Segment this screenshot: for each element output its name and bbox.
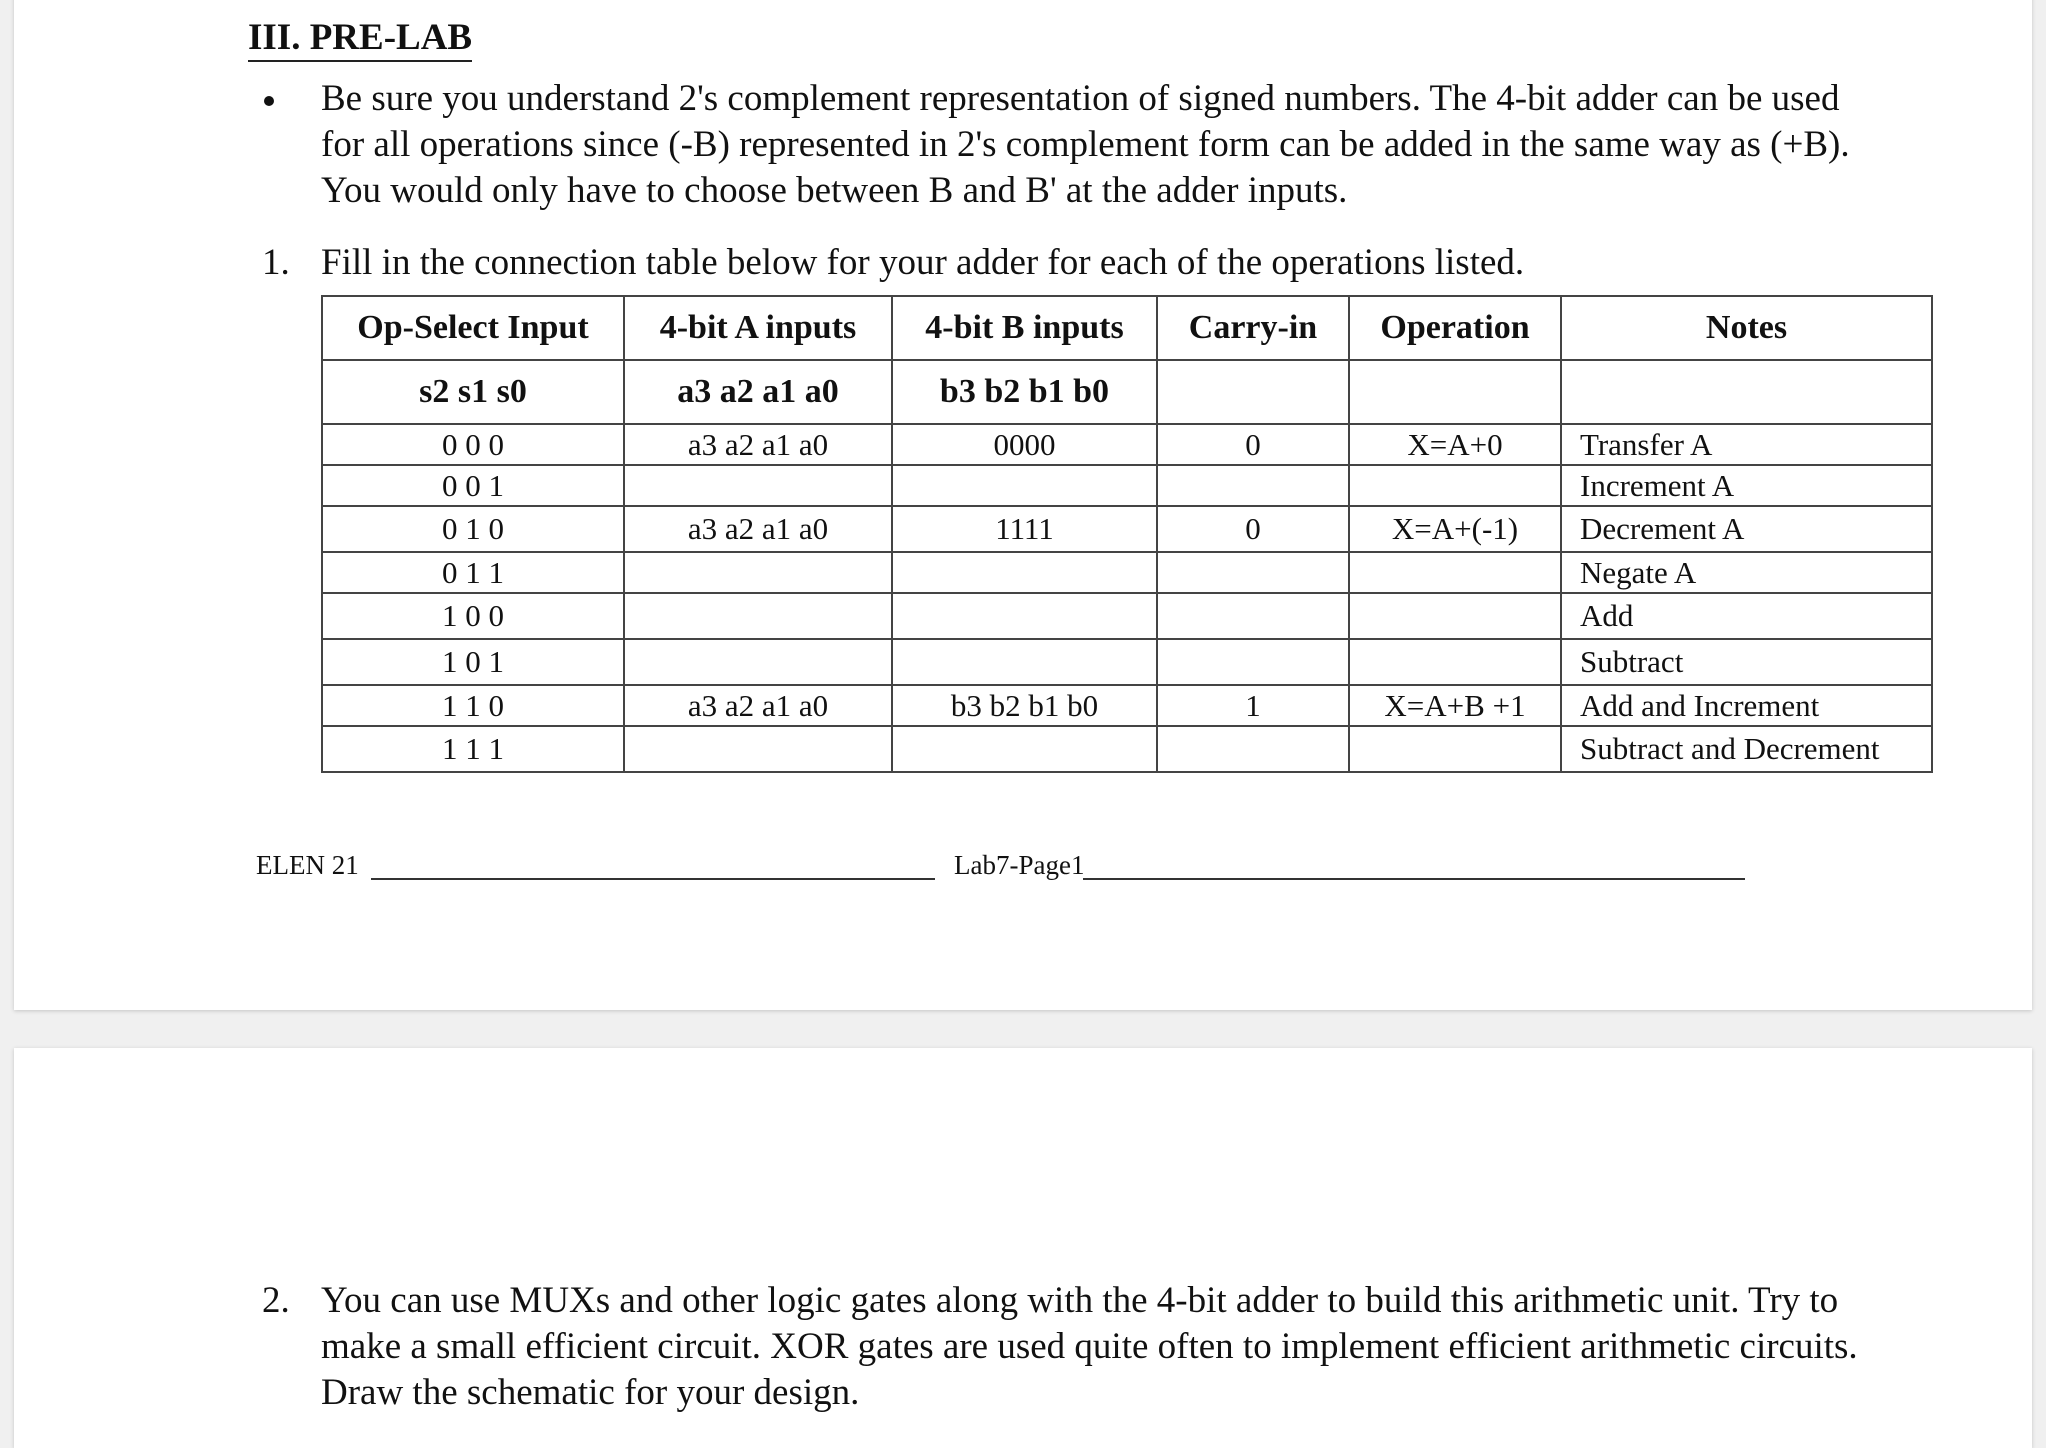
table-cell bbox=[1157, 639, 1349, 685]
table-cell: Transfer A bbox=[1561, 424, 1932, 465]
table-cell bbox=[1349, 639, 1561, 685]
table-cell: 0 0 1 bbox=[322, 465, 624, 506]
table-cell bbox=[624, 465, 892, 506]
table-row bbox=[322, 552, 1932, 593]
item-1-text: Fill in the connection table below for your adder for each of the operations listed. bbox=[321, 242, 1525, 283]
table-cell: 0 1 0 bbox=[322, 506, 624, 552]
table-cell: a3 a2 a1 a0 bbox=[624, 424, 892, 465]
item-2-text: You can use MUXs and other logic gates along with the 4-bit adder to build this arithmetic unit. Try to make a small efficient circuit. XOR gates are used quite often to implement efficient arithmetic circuits. Draw the schematic for your design. bbox=[321, 1280, 1858, 1413]
item-1-number: 1. bbox=[262, 242, 290, 283]
item-2-number: 2. bbox=[262, 1280, 290, 1321]
table-row bbox=[322, 685, 1932, 726]
document-page-2 bbox=[14, 1048, 2032, 1448]
table-row bbox=[322, 639, 1932, 685]
table-cell: Increment A bbox=[1561, 465, 1932, 506]
column-header: 4-bit A inputs bbox=[624, 296, 892, 360]
table-cell bbox=[892, 465, 1157, 506]
table-cell bbox=[1349, 465, 1561, 506]
table-cell: a3 a2 a1 a0 bbox=[624, 506, 892, 552]
table-cell bbox=[892, 726, 1157, 772]
bullet-paragraph: Be sure you understand 2's complement representation of signed numbers. The 4-bit adder can be used for all operations since (-B) represented in 2's complement form can be added in the same way as (+B). You would only have to choose between B and B' at the adder inputs. bbox=[321, 78, 1850, 211]
subheader-cell: s2 s1 s0 bbox=[322, 360, 624, 424]
table-cell bbox=[624, 593, 892, 639]
table-cell bbox=[1349, 593, 1561, 639]
table-cell bbox=[1349, 552, 1561, 593]
table-cell: 0 1 1 bbox=[322, 552, 624, 593]
table-cell bbox=[1349, 726, 1561, 772]
table-cell bbox=[624, 639, 892, 685]
connection-table bbox=[321, 295, 1933, 773]
table-cell: Subtract bbox=[1561, 639, 1932, 685]
table-cell: 0 0 0 bbox=[322, 424, 624, 465]
table-cell bbox=[1157, 552, 1349, 593]
table-cell: X=A+(-1) bbox=[1349, 506, 1561, 552]
footer-course-label: ELEN 21 bbox=[256, 850, 359, 880]
subheader-cell bbox=[1561, 360, 1932, 424]
column-header: Op-Select Input bbox=[322, 296, 624, 360]
table-cell: b3 b2 b1 b0 bbox=[892, 685, 1157, 726]
table-cell: 0000 bbox=[892, 424, 1157, 465]
subheader-cell: b3 b2 b1 b0 bbox=[892, 360, 1157, 424]
column-header: 4-bit B inputs bbox=[892, 296, 1157, 360]
footer-rule bbox=[1083, 878, 1745, 880]
table-cell: 1 bbox=[1157, 685, 1349, 726]
table-subheader-row bbox=[322, 360, 1932, 424]
table-cell: X=A+0 bbox=[1349, 424, 1561, 465]
table-cell: 1 1 1 bbox=[322, 726, 624, 772]
table-cell: 1111 bbox=[892, 506, 1157, 552]
section-heading: III. PRE-LAB bbox=[248, 18, 472, 62]
table-cell bbox=[892, 639, 1157, 685]
table-cell: 1 0 0 bbox=[322, 593, 624, 639]
column-header: Operation bbox=[1349, 296, 1561, 360]
column-header: Notes bbox=[1561, 296, 1932, 360]
table-cell: a3 a2 a1 a0 bbox=[624, 685, 892, 726]
column-header: Carry-in bbox=[1157, 296, 1349, 360]
table-header-row bbox=[322, 296, 1932, 360]
table-cell: 0 bbox=[1157, 424, 1349, 465]
table-cell bbox=[892, 593, 1157, 639]
table-cell: Add bbox=[1561, 593, 1932, 639]
table-cell: Subtract and Decrement bbox=[1561, 726, 1932, 772]
table-row bbox=[322, 593, 1932, 639]
subheader-cell bbox=[1157, 360, 1349, 424]
table-row bbox=[322, 506, 1932, 552]
bullet-icon bbox=[264, 96, 274, 106]
table-row bbox=[322, 424, 1932, 465]
subheader-cell bbox=[1349, 360, 1561, 424]
table-cell bbox=[1157, 726, 1349, 772]
table-cell bbox=[624, 552, 892, 593]
table-row bbox=[322, 465, 1932, 506]
table-cell: Decrement A bbox=[1561, 506, 1932, 552]
table-cell: Negate A bbox=[1561, 552, 1932, 593]
table-cell bbox=[1157, 593, 1349, 639]
table-cell bbox=[1157, 465, 1349, 506]
table-cell bbox=[624, 726, 892, 772]
table-cell bbox=[892, 552, 1157, 593]
table-row bbox=[322, 726, 1932, 772]
table-cell: Add and Increment bbox=[1561, 685, 1932, 726]
footer-page-label: Lab7-Page1 bbox=[954, 850, 1085, 880]
document-page-1 bbox=[14, 0, 2032, 1010]
table-cell: X=A+B +1 bbox=[1349, 685, 1561, 726]
subheader-cell: a3 a2 a1 a0 bbox=[624, 360, 892, 424]
table-cell: 0 bbox=[1157, 506, 1349, 552]
table-cell: 1 0 1 bbox=[322, 639, 624, 685]
footer-rule bbox=[371, 878, 935, 880]
table-cell: 1 1 0 bbox=[322, 685, 624, 726]
